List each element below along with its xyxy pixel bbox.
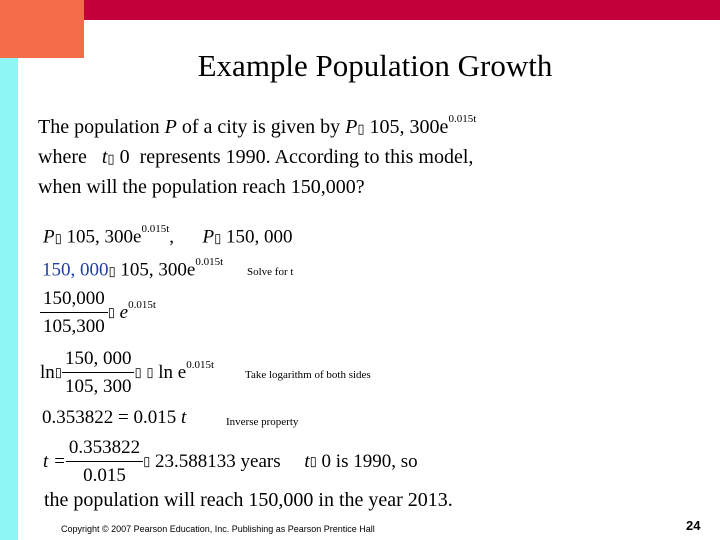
model-rhs: 105, 300e	[66, 226, 142, 248]
exponent: 0.015t	[448, 113, 477, 126]
var-p: P	[202, 226, 215, 248]
step-2-equation	[42, 256, 224, 281]
numerator: 150,000	[40, 288, 108, 313]
value: 0	[119, 146, 130, 168]
problem-text: of a city is given by	[181, 116, 341, 138]
missing-glyph-box: ▯	[143, 454, 151, 470]
step-5-note: Inverse property	[226, 416, 299, 428]
top-accent-bar	[84, 0, 720, 20]
problem-line-1	[38, 113, 477, 139]
problem-text: where	[38, 146, 87, 168]
var-t: t	[180, 407, 187, 428]
step-2-note: Solve for t	[247, 266, 294, 278]
target-value: 150, 000	[226, 226, 293, 248]
fraction	[40, 288, 108, 338]
missing-glyph-box: ▯	[357, 122, 365, 137]
missing-glyph-box: ▯	[134, 365, 142, 381]
exponent: 0.015t	[195, 256, 224, 268]
ln-e: ln e	[158, 362, 187, 384]
missing-glyph-box: ▯	[107, 152, 115, 167]
model-rhs: 105, 300e	[369, 116, 449, 138]
problem-text: represents 1990. According to this model,	[139, 146, 474, 168]
step-1-equation	[43, 223, 293, 248]
conclusion: the population will reach 150,000 in the year 2013.	[44, 489, 453, 511]
model-rhs: 105, 300e	[120, 259, 196, 281]
result: 23.588133 years	[155, 451, 281, 472]
denominator: 105, 300	[64, 376, 132, 397]
var-p: P	[164, 116, 177, 138]
page-number: 24	[686, 518, 701, 533]
slide-title: Example Population Growth	[197, 48, 553, 83]
denominator: 105,300	[43, 316, 105, 337]
problem-text: The population	[38, 116, 160, 138]
base-e: e	[119, 302, 129, 324]
step-4-note: Take logarithm of both sides	[245, 369, 371, 381]
numerator: 150, 000	[62, 348, 135, 373]
denominator: 0.015	[83, 465, 126, 486]
var-t: t	[101, 146, 108, 168]
ln-label: ln	[40, 362, 55, 383]
fraction	[62, 348, 135, 398]
exponent: 0.015t	[186, 358, 215, 371]
step-5-equation	[42, 407, 186, 429]
highlighted-value: 150, 000	[42, 259, 109, 281]
missing-glyph-box: ▯	[107, 305, 115, 321]
lhs: t =	[43, 451, 66, 472]
missing-glyph-box: ▯	[146, 365, 154, 381]
var-p: P	[345, 116, 358, 138]
missing-glyph-box: ▯	[214, 231, 222, 247]
numerator: 0.353822	[66, 437, 143, 462]
missing-glyph-box: ▯	[54, 231, 62, 247]
var-p: P	[43, 226, 55, 248]
step-3-equation	[40, 288, 156, 338]
fraction	[66, 437, 143, 487]
var-t: t	[304, 451, 310, 472]
step-6-text: is 1990, so	[335, 451, 418, 472]
step-4-equation	[40, 348, 214, 398]
exponent: 0.015t	[141, 223, 170, 235]
copyright-footer: Copyright © 2007 Pearson Education, Inc. Publishing as Pearson Prentice Hall	[61, 524, 375, 534]
exponent: 0.015t	[128, 298, 156, 311]
problem-line-3: when will the population reach 150,000?	[38, 176, 365, 198]
missing-glyph-box: ▯	[309, 454, 317, 470]
missing-glyph-box: ▯	[54, 365, 62, 381]
comma: ,	[169, 226, 175, 248]
equation-text: 0.353822 = 0.015	[42, 407, 177, 428]
missing-glyph-box: ▯	[108, 264, 116, 280]
value: 0	[321, 451, 332, 472]
step-6-equation	[43, 437, 418, 487]
problem-line-2	[38, 146, 473, 169]
